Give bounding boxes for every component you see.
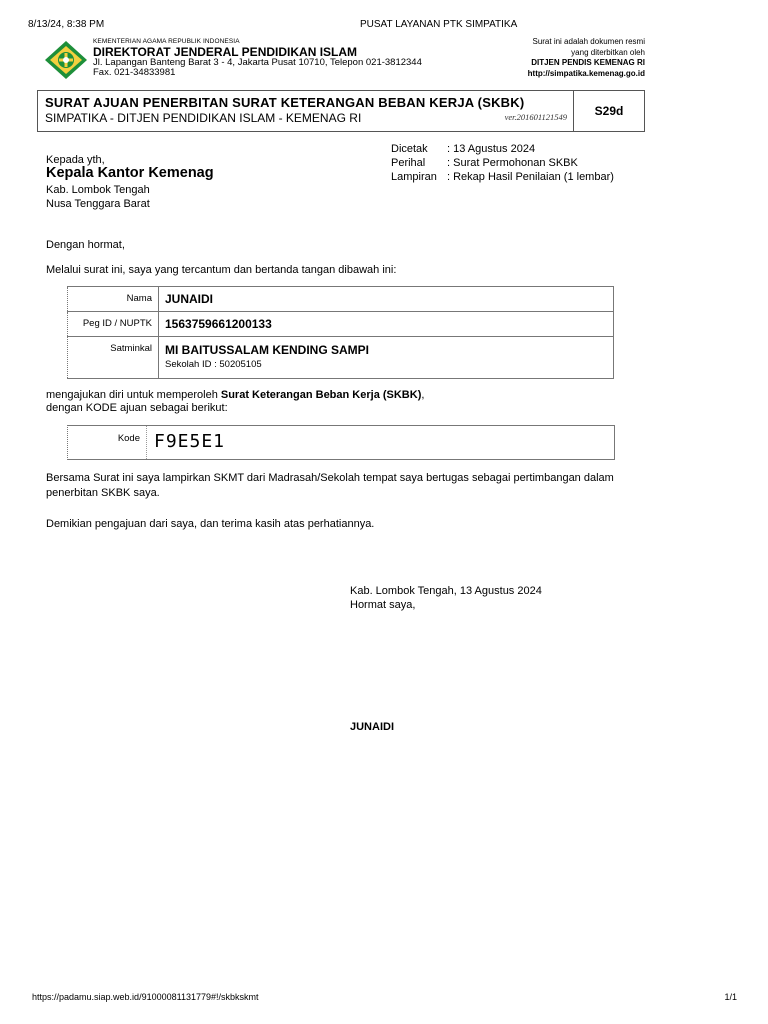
directorate-name: DIREKTORAT JENDERAL PENDIDIKAN ISLAM <box>93 45 358 59</box>
identity-row-nama <box>68 287 614 312</box>
satminkal-value: MI BAITUSSALAM KENDING SAMPI <box>165 343 369 357</box>
document-subtitle: SIMPATIKA - DITJEN PENDIDIKAN ISLAM - KEMENAG RI <box>45 111 362 125</box>
perihal-value: : Surat Permohonan SKBK <box>447 157 578 169</box>
kode-value: F9E5E1 <box>154 431 226 452</box>
closing-text: Demikian pengajuan dari saya, dan terima kasih atas perhatiannya. <box>46 518 375 530</box>
peg-value: 1563759661200133 <box>159 312 614 337</box>
document-code: S29d <box>573 91 644 131</box>
document-title: SURAT AJUAN PENERBITAN SURAT KETERANGAN BEBAN KERJA (SKBK) <box>45 95 525 110</box>
identity-row-satminkal <box>68 337 614 379</box>
satminkal-cell <box>159 337 614 379</box>
request-line-2: dengan KODE ajuan sebagai berikut: <box>46 402 228 414</box>
directorate-fax: Fax. 021-34833981 <box>93 67 176 78</box>
request-text <box>46 388 424 402</box>
recipient-line-1: Kab. Lombok Tengah <box>46 184 150 196</box>
sekolah-id: Sekolah ID : 50205105 <box>165 359 262 370</box>
attachment-line-1: Bersama Surat ini saya lampirkan SKMT dari Madrasah/Sekolah tempat saya bertugas sebagai pertimbangan dalam <box>46 472 614 484</box>
recipient-greeting: Kepada yth, <box>46 154 105 166</box>
attachment-line-2: penerbitan SKBK saya. <box>46 487 160 499</box>
recipient-line-2: Nusa Tenggara Barat <box>46 198 150 210</box>
print-url: https://padamu.siap.web.id/9100008113177​9#!/skbkskmt <box>32 992 259 1002</box>
peg-label: Peg ID / NUPTK <box>68 312 159 337</box>
kode-label: Kode <box>117 433 140 444</box>
print-page-title: PUSAT LAYANAN PTK SIMPATIKA <box>360 19 518 30</box>
lampiran-value: : Rekap Hasil Penilaian (1 lembar) <box>447 171 614 183</box>
request-pre: mengajukan diri untuk memperoleh <box>46 389 221 401</box>
official-notice <box>528 37 645 79</box>
notice-line-1: Surat ini adalah dokumen resmi <box>532 37 645 46</box>
identity-row-peg <box>68 312 614 337</box>
notice-issuer: DITJEN PENDIS KEMENAG RI <box>531 58 645 67</box>
request-bold: Surat Keterangan Beban Kerja (SKBK) <box>220 389 422 401</box>
nama-label: Nama <box>68 287 159 312</box>
salutation: Dengan hormat, <box>46 239 125 251</box>
directorate-address: Jl. Lapangan Banteng Barat 3 - 4, Jakarta Pusat 10710, Telepon 021-3812344 <box>93 57 422 68</box>
letter-meta <box>391 142 614 184</box>
signature-regards: Hormat saya, <box>350 599 416 611</box>
print-page-number: 1/1 <box>724 992 737 1002</box>
lampiran-label: Lampiran <box>391 171 437 183</box>
ministry-name: KEMENTERIAN AGAMA REPUBLIK INDONESIA <box>93 38 240 45</box>
notice-url: http://simpatika.kemenag.go.id <box>527 68 645 78</box>
document-version: ver.201601121549 <box>504 112 567 122</box>
request-post: , <box>421 389 425 401</box>
dicetak-label: Dicetak <box>391 143 428 155</box>
satminkal-label: Satminkal <box>68 337 159 379</box>
print-datetime: 8/13/24, 8:38 PM <box>28 19 105 30</box>
kode-box <box>67 425 615 460</box>
perihal-label: Perihal <box>391 157 426 169</box>
kemenag-emblem-icon <box>44 40 88 80</box>
signature-name: JUNAIDI <box>350 721 395 733</box>
document-title-box <box>37 90 645 132</box>
intro-text: Melalui surat ini, saya yang tercantum dan bertanda tangan dibawah ini: <box>46 264 397 276</box>
nama-value: JUNAIDI <box>159 287 614 312</box>
identity-table <box>67 286 614 379</box>
recipient-name: Kepala Kantor Kemenag <box>46 165 214 181</box>
notice-line-2: yang diterbitkan oleh <box>571 47 645 57</box>
dicetak-value: : 13 Agustus 2024 <box>447 143 536 155</box>
signature-place-date: Kab. Lombok Tengah, 13 Agustus 2024 <box>350 585 542 597</box>
